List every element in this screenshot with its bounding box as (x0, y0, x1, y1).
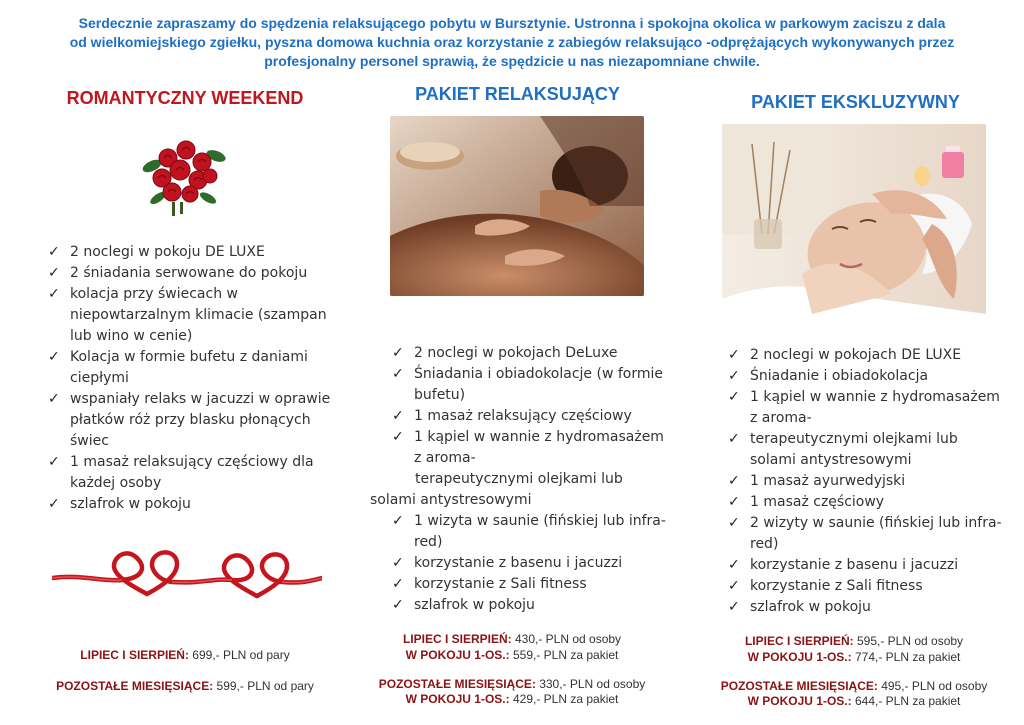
check-icon: ✓ (48, 286, 60, 302)
list-item (392, 364, 672, 385)
list-item (392, 511, 672, 532)
item-text: szlafrok w pokoju (70, 496, 191, 512)
item-text: z aroma- (414, 450, 476, 466)
check-icon: ✓ (392, 555, 404, 571)
check-icon: ✓ (728, 515, 740, 531)
rose-shape (153, 141, 217, 202)
item-text: 2 wizyty w saunie (fińskiej lub infra- (750, 515, 1002, 531)
list-item (728, 513, 1013, 534)
list-item-continuation (392, 469, 672, 490)
item-text: 2 noclegi w pokoju DE LUXE (70, 244, 265, 260)
list-item-continuation (370, 490, 672, 511)
item-text: Kolacja w formie bufetu z daniami (70, 349, 308, 365)
list-item (728, 471, 1013, 492)
list-item-continuation (48, 431, 348, 452)
list-item-continuation (392, 385, 672, 406)
item-text: wspaniały relaks w jacuzzi w oprawie (70, 391, 331, 407)
price-label: W POKOJU 1-OS.: (747, 650, 852, 664)
price-label: W POKOJU 1-OS.: (405, 692, 510, 706)
list-item-continuation (392, 448, 672, 469)
list-item-continuation (48, 326, 348, 347)
item-text: szlafrok w pokoju (750, 599, 871, 615)
check-icon: ✓ (48, 349, 60, 365)
item-text: terapeutycznymi olejkami lub (750, 431, 958, 447)
item-text: 2 noclegi w pokojach DE LUXE (750, 347, 962, 363)
check-icon: ✓ (48, 454, 60, 470)
item-text: korzystanie z Sali fitness (750, 578, 923, 594)
item-text: 2 noclegi w pokojach DeLuxe (414, 345, 618, 361)
check-icon: ✓ (392, 429, 404, 445)
check-icon: ✓ (392, 366, 404, 382)
price-label: POZOSTAŁE MIESIĘSIĄCE: (56, 679, 214, 693)
check-icon: ✓ (728, 599, 740, 615)
romantic-price-2 (40, 679, 330, 694)
relax-title: PAKIET RELAKSUJĄCY (415, 84, 620, 104)
exclusive-price-4 (704, 694, 1004, 709)
item-text: ciepłymi (70, 370, 129, 386)
check-icon: ✓ (728, 368, 740, 384)
list-item (48, 284, 348, 305)
romantic-price-1 (40, 648, 330, 663)
list-item-continuation (48, 473, 348, 494)
item-text: korzystanie z basenu i jacuzzi (414, 555, 623, 571)
item-text: korzystanie z basenu i jacuzzi (750, 557, 959, 573)
intro-line: od wielkomiejskiego zgiełku, pyszna domowa kuchnia oraz korzystanie z zabiegów relaksująco -odprężających wykonywanych przez (69, 34, 955, 50)
list-item (392, 406, 672, 427)
item-text: 1 masaż relaksujący częściowy dla (70, 454, 314, 470)
list-item-continuation (48, 368, 348, 389)
intro-line: profesjonalny personel sprawią, że spędzicie u nas niezapomniane chwile. (264, 53, 760, 69)
list-item (728, 597, 1013, 618)
item-text: bufetu) (414, 387, 466, 403)
list-item (48, 494, 348, 515)
check-icon: ✓ (392, 408, 404, 424)
list-item (48, 242, 348, 263)
item-text: korzystanie z Sali fitness (414, 576, 587, 592)
list-item (392, 574, 672, 595)
price-label: W POKOJU 1-OS.: (747, 694, 852, 708)
item-text: 1 masaż ayurwedyjski (750, 473, 906, 489)
price-label: LIPIEC I SIERPIEŃ: (744, 634, 854, 648)
intro-text (20, 14, 1004, 71)
check-icon: ✓ (728, 431, 740, 447)
price-label: W POKOJU 1-OS.: (405, 648, 510, 662)
price-value: 495,- PLN od osoby (877, 679, 988, 693)
intro-line: Serdecznie zapraszamy do spędzenia relaksującego pobytu w Bursztynie. Ustronna i spokojna okolica w parkowym zaciszu z dala (78, 15, 946, 31)
relax-price-3 (362, 677, 662, 692)
check-icon: ✓ (48, 265, 60, 281)
price-value: 774,- PLN za pakiet (851, 650, 961, 664)
romantic-list (48, 242, 348, 515)
roses-image (138, 136, 230, 216)
exclusive-price-1 (704, 634, 1004, 649)
relax-price-1 (362, 632, 662, 647)
check-icon: ✓ (48, 244, 60, 260)
check-icon: ✓ (728, 557, 740, 573)
list-item (48, 263, 348, 284)
exclusive-title: PAKIET EKSKLUZYWNY (751, 92, 960, 112)
price-value: 430,- PLN od osoby (511, 632, 622, 646)
item-text: 1 wizyta w saunie (fińskiej lub infra- (414, 513, 666, 529)
price-value: 559,- PLN za pakiet (509, 648, 619, 662)
list-item-continuation (728, 534, 1013, 555)
list-item (392, 553, 672, 574)
price-label: POZOSTAŁE MIESIĘSIĄCE: (378, 677, 536, 691)
list-item (392, 427, 672, 448)
item-text: lub wino w cenie) (70, 328, 193, 344)
item-text: 1 masaż relaksujący częściowy (414, 408, 632, 424)
check-icon: ✓ (392, 513, 404, 529)
price-value: 599,- PLN od pary (213, 679, 314, 693)
massage-photo (390, 116, 644, 296)
check-icon: ✓ (392, 345, 404, 361)
item-text: z aroma- (750, 410, 812, 426)
list-item (728, 429, 1013, 450)
price-value: 595,- PLN od osoby (853, 634, 964, 648)
list-item (48, 347, 348, 368)
exclusive-price-3 (704, 679, 1004, 694)
item-text: solami antystresowymi (370, 492, 532, 508)
check-icon: ✓ (48, 391, 60, 407)
item-text: red) (414, 534, 443, 550)
list-item-continuation (48, 410, 348, 431)
list-item-continuation (392, 532, 672, 553)
list-item (728, 576, 1013, 597)
item-text: solami antystresowymi (750, 452, 912, 468)
price-label: POZOSTAŁE MIESIĘSIĄCE: (720, 679, 878, 693)
item-text: red) (750, 536, 779, 552)
check-icon: ✓ (728, 347, 740, 363)
price-value: 699,- PLN od pary (188, 648, 290, 662)
item-text: płatków róż przy blasku płonących (70, 412, 311, 428)
spa-face-photo (722, 124, 986, 324)
item-text: kolacja przy świecach w (70, 286, 238, 302)
list-item (48, 389, 348, 410)
check-icon: ✓ (728, 494, 740, 510)
item-text: świec (70, 433, 109, 449)
list-item (728, 555, 1013, 576)
item-text: Śniadanie i obiadokolacja (750, 368, 929, 384)
item-text: niepowtarzalnym klimacie (szampan (70, 307, 327, 323)
list-item-continuation (728, 408, 1013, 429)
exclusive-price-2 (704, 650, 1004, 665)
ribbon-hearts-image (52, 538, 322, 608)
item-text: 1 kąpiel w wannie z hydromasażem (414, 429, 664, 445)
check-icon: ✓ (728, 473, 740, 489)
relax-price-2 (362, 648, 662, 663)
item-text: Śniadania i obiadokolacje (w formie (414, 366, 663, 382)
exclusive-list (728, 345, 1013, 618)
check-icon: ✓ (392, 597, 404, 613)
price-label: LIPIEC I SIERPIEŃ: (402, 632, 512, 646)
romantic-title: ROMANTYCZNY WEEKEND (66, 88, 304, 108)
item-text: terapeutycznymi olejkami lub (415, 471, 623, 487)
list-item-continuation (728, 450, 1013, 471)
check-icon: ✓ (48, 496, 60, 512)
list-item-continuation (48, 305, 348, 326)
item-text: każdej osoby (70, 475, 162, 491)
price-label: LIPIEC I SIERPIEŃ: (80, 648, 189, 662)
item-text: 2 śniadania serwowane do pokoju (70, 265, 308, 281)
list-item (392, 343, 672, 364)
list-item (728, 387, 1013, 408)
item-text: 1 kąpiel w wannie z hydromasażem (750, 389, 1000, 405)
price-value: 644,- PLN za pakiet (851, 694, 961, 708)
check-icon: ✓ (728, 578, 740, 594)
price-value: 429,- PLN za pakiet (509, 692, 619, 706)
list-item (48, 452, 348, 473)
check-icon: ✓ (728, 389, 740, 405)
relax-list (370, 343, 672, 616)
item-text: 1 masaż częściowy (750, 494, 885, 510)
check-icon: ✓ (392, 576, 404, 592)
list-item (728, 492, 1013, 513)
item-text: szlafrok w pokoju (414, 597, 535, 613)
list-item (728, 366, 1013, 387)
price-value: 330,- PLN od osoby (535, 677, 646, 691)
relax-price-4 (362, 692, 662, 707)
list-item (392, 595, 672, 616)
list-item (728, 345, 1013, 366)
